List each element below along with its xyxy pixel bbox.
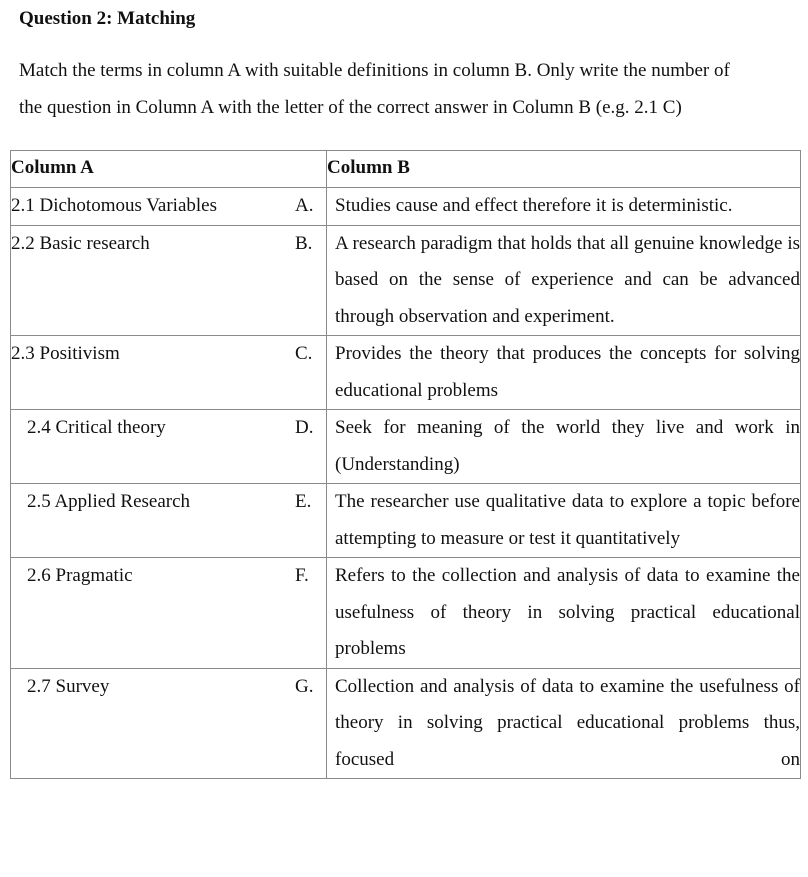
definition-text: Collection and analysis of data to examine the usefulness of theory in solving practical educational problems thus, focused on: [335, 675, 800, 770]
definition-letter: G.: [295, 675, 314, 697]
term-cell: 2.6 Pragmatic: [11, 558, 327, 669]
definition-letter: D.: [295, 417, 314, 438]
definition-letter: E.: [295, 491, 312, 512]
definition-letter: F.: [295, 565, 309, 586]
term-cell: 2.4 Critical theory: [11, 410, 327, 484]
instructions-line-2: the question in Column A with the letter of the correct answer in Column B (e.g. 2.1 C): [19, 97, 682, 118]
definition-text: The researcher use qualitative data to explore a topic before attempting to measure or test it quantitatively: [335, 491, 800, 549]
instructions-line-1: Match the terms in column A with suitable definitions in column B. Only write the number of: [19, 60, 730, 81]
matching-table: [10, 150, 801, 779]
definition-text: Provides the theory that produces the concepts for solving educational problems: [335, 343, 800, 401]
column-a-header: Column A: [11, 151, 327, 188]
definition-letter: A.: [295, 195, 314, 216]
table-row: [11, 336, 801, 410]
table-header-row: [11, 151, 801, 188]
question-instructions: [19, 52, 808, 126]
definition-text: A research paradigm that holds that all genuine knowledge is based on the sense of experience and can be advanced through observation and experiment.: [335, 232, 800, 327]
term-cell: 2.7 Survey: [11, 668, 327, 779]
definition-text: Seek for meaning of the world they live and work in (Understanding): [335, 417, 800, 475]
definition-text: Studies cause and effect therefore it is deterministic.: [335, 195, 733, 216]
column-b-header: Column B: [327, 151, 801, 188]
term-cell: 2.2 Basic research: [11, 225, 327, 336]
definition-cell: [295, 225, 801, 336]
definition-cell: [295, 668, 801, 779]
table-row: [11, 484, 801, 558]
table-row: [11, 668, 801, 779]
term-cell: 2.3 Positivism: [11, 336, 327, 410]
table-row: [11, 558, 801, 669]
table-row: [11, 410, 801, 484]
definition-text: Refers to the collection and analysis of data to examine the usefulness of theory in solving practical educational problems: [335, 565, 800, 659]
definition-letter: C.: [295, 343, 313, 364]
table-row: [11, 188, 801, 226]
definition-cell: [295, 188, 801, 226]
definition-cell: [295, 484, 801, 558]
definition-cell: [295, 410, 801, 484]
definition-cell: [295, 336, 801, 410]
definition-cell: [295, 558, 801, 669]
term-cell: 2.5 Applied Research: [11, 484, 327, 558]
term-cell: 2.1 Dichotomous Variables: [11, 188, 327, 226]
table-row: [11, 225, 801, 336]
question-heading: Question 2: Matching: [19, 8, 196, 29]
definition-letter: B.: [295, 232, 313, 254]
